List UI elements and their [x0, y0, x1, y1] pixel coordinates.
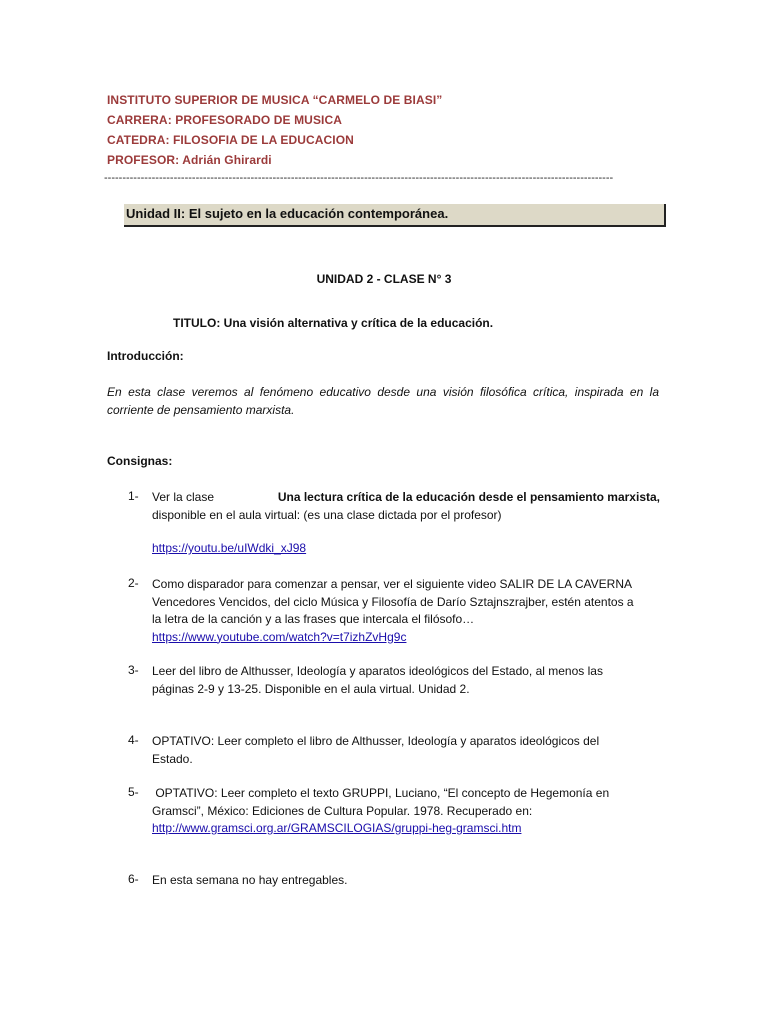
unit-title-box [124, 204, 666, 227]
item-number: 5- [128, 785, 139, 799]
intro-text: En esta clase veremos al fenómeno educativo desde una visión filosófica crítica, inspirada en la corriente de pensamiento marxista. [107, 385, 659, 417]
class-title: UNIDAD 2 - CLASE N° 3 [316, 272, 452, 286]
item-3-line-2: páginas 2-9 y 13-25. Disponible en el aula virtual. Unidad 2. [152, 681, 470, 696]
item-5-line-2: Gramsci”, México: Ediciones de Cultura Popular. 1978. Recuperado en: [152, 803, 533, 818]
consignas-heading: Consignas: [107, 454, 173, 468]
gramsci-link[interactable]: http://www.gramsci.org.ar/GRAMSCILOGIAS/gruppi-heg-gramsci.htm [152, 821, 522, 835]
class-name-bold: Una lectura crítica de la educación desde el pensamiento marxista, [277, 490, 660, 504]
list-item-5 [152, 785, 660, 838]
item-2-line-2: Vencedores Vencidos, del ciclo Música y Filosofía de Darío Sztajnszrajber, estén atentos a [152, 594, 634, 609]
item-1-prefix: Ver la clase [152, 490, 215, 504]
unit-title: Unidad II: El sujeto en la educación contemporánea. [126, 206, 449, 221]
lesson-title: TITULO: Una visión alternativa y crítica de la educación. [173, 316, 494, 330]
item-2-line-3: la letra de la canción y a las frases que intercala el filósofo… [152, 612, 475, 626]
professor-line: PROFESOR: Adrián Ghirardi [107, 153, 272, 167]
list-item-3 [152, 663, 660, 698]
chair-line: CATEDRA: FILOSOFIA DE LA EDUCACION [107, 133, 354, 147]
item-6-line-1: En esta semana no hay entregables. [152, 873, 348, 887]
item-1-line-1 [152, 489, 660, 507]
career-line: CARRERA: PROFESORADO DE MUSICA [107, 113, 343, 127]
item-5-line-1: OPTATIVO: Leer completo el texto GRUPPI, Luciano, “El concepto de Hegemonía en [152, 786, 610, 800]
list-item-2 [152, 576, 660, 646]
list-item-6 [152, 872, 660, 890]
separator-line: ------------------------------------------------------------------------------------------------------------------------------------------- [104, 172, 614, 184]
item-3-line-1: Leer del libro de Althusser, Ideología y aparatos ideológicos del Estado, al menos las [152, 664, 603, 678]
list-item-1 [152, 489, 660, 524]
item-number: 2- [128, 576, 139, 590]
intro-heading: Introducción: [107, 349, 184, 363]
item-1-suffix: disponible en el aula virtual: (es una clase dictada por el profesor) [152, 507, 502, 522]
item-2-line-1: Como disparador para comenzar a pensar, ver el siguiente video SALIR DE LA CAVERNA [152, 577, 633, 591]
item-4-line-2: Estado. [152, 751, 193, 766]
item-number: 1- [128, 489, 139, 503]
item-number: 4- [128, 733, 139, 747]
item-number: 3- [128, 663, 139, 677]
youtu-be-link[interactable]: https://youtu.be/uIWdki_xJ98 [152, 541, 307, 555]
list-item-4 [152, 733, 660, 768]
youtube-video-link[interactable]: https://www.youtube.com/watch?v=t7izhZvHg9c [152, 629, 407, 644]
item-4-line-1: OPTATIVO: Leer completo el libro de Althusser, Ideología y aparatos ideológicos del [152, 734, 600, 748]
institute-name: INSTITUTO SUPERIOR DE MUSICA “CARMELO DE BIASI” [107, 93, 443, 107]
item-1-link-wrap [152, 540, 660, 558]
item-number: 6- [128, 872, 139, 886]
